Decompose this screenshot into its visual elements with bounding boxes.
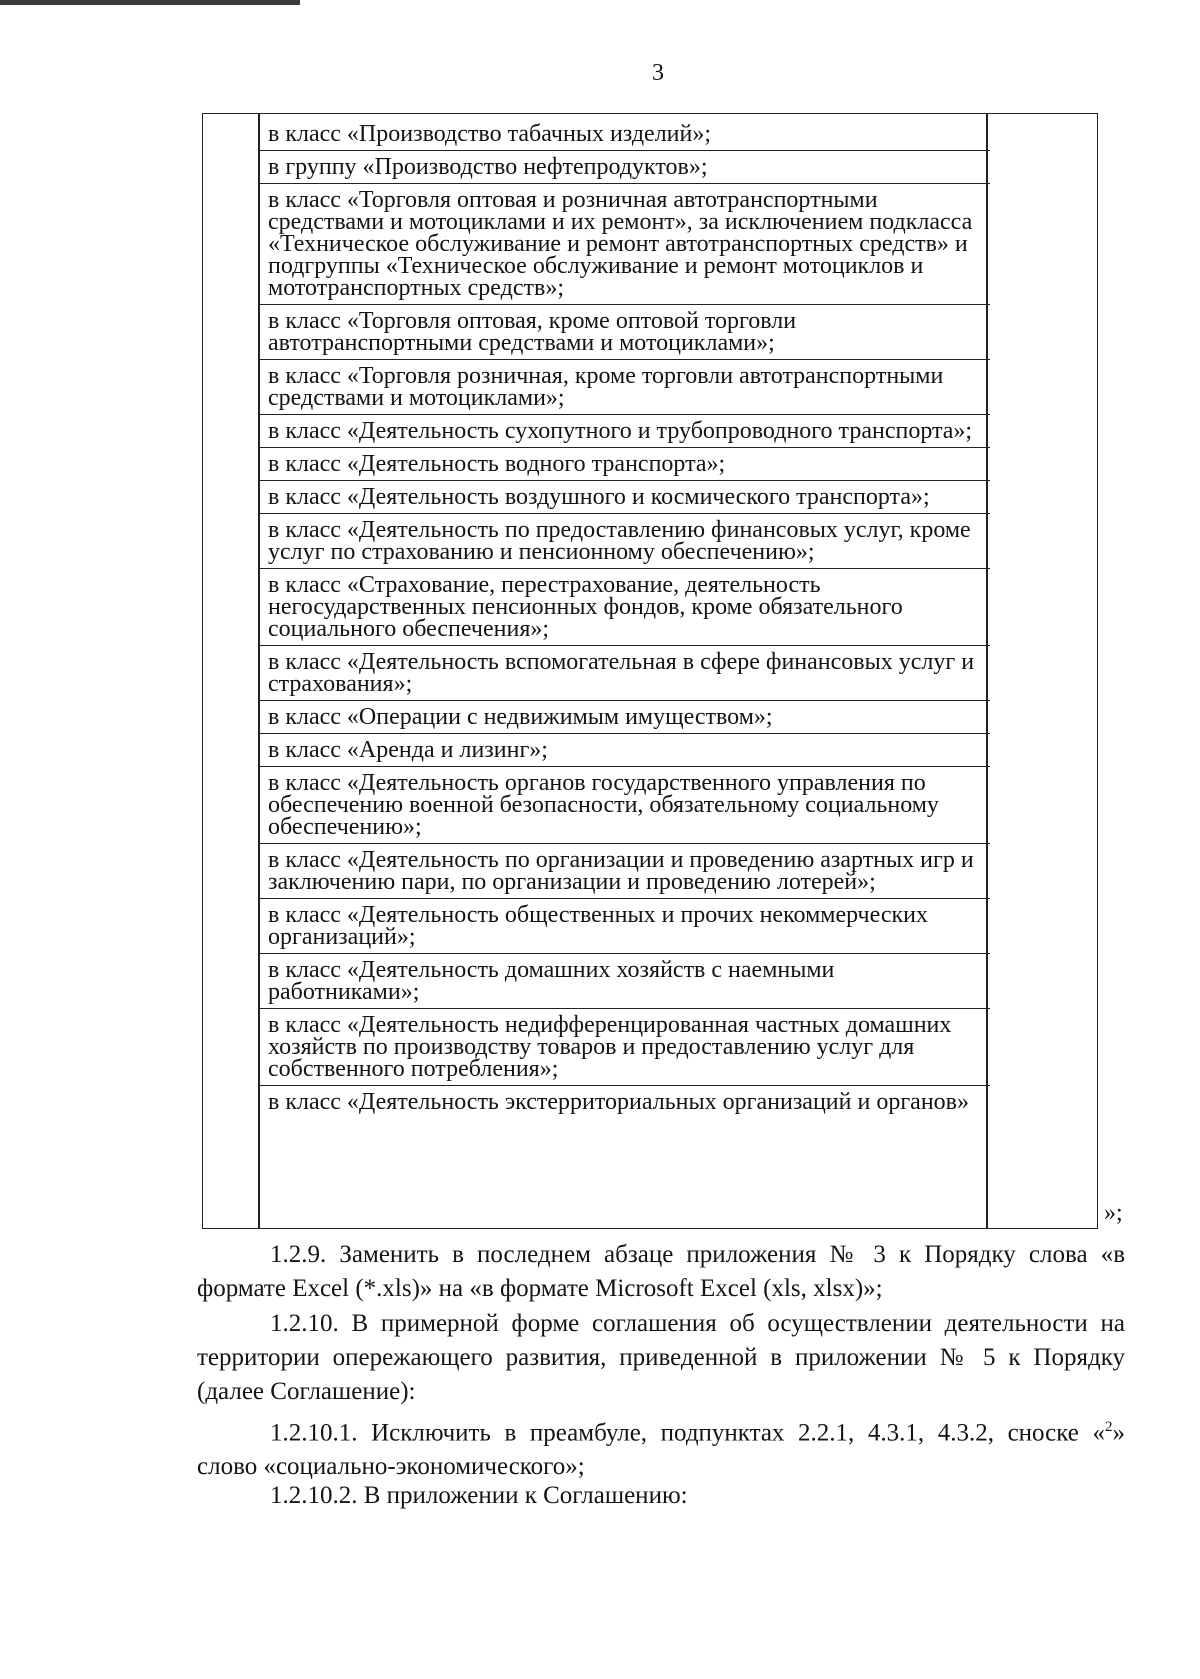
table-entry: в класс «Деятельность экстерриториальных организаций и органов» xyxy=(268,1089,970,1115)
table-entry: в класс «Деятельность водного транспорта»; xyxy=(258,448,990,481)
paragraph-text-part: 1.2.10.1. Исключить в преамбуле, подпунктах 2.2.1, 4.3.1, 4.3.2, сноске « xyxy=(270,1419,1105,1447)
table-entry: в класс «Деятельность сухопутного и трубопроводного транспорта»; xyxy=(258,415,990,448)
table-entry: в класс «Деятельность недифференцированная частных домашних хозяйств по производству товаров и предоставлению услуг для собственного потребления»; xyxy=(258,1009,990,1086)
top-edge-rule xyxy=(0,0,300,5)
table-closing-quote: »; xyxy=(1104,1200,1123,1226)
table-entry: в класс «Деятельность домашних хозяйств с наемными работниками»; xyxy=(258,954,990,1009)
table-entry: в класс «Производство табачных изделий»; xyxy=(258,118,990,151)
footnote-superscript: 2 xyxy=(1105,1419,1113,1435)
paragraph-text-part: » слово «социально-экономического»; xyxy=(197,1419,1125,1481)
table-entry: в группу «Производство нефтепродуктов»; xyxy=(258,151,990,184)
paragraph-1-2-10-2 xyxy=(197,1479,1125,1513)
paragraph-text xyxy=(197,1410,1125,1484)
paragraph-1-2-10-1 xyxy=(197,1410,1125,1484)
table-entry: в класс «Аренда и лизинг»; xyxy=(258,734,990,767)
table-entry: в класс «Операции с недвижимым имуществом»; xyxy=(258,701,990,734)
table-entry: в класс «Торговля розничная, кроме торговли автотранспортными средствами и мотоциклами»; xyxy=(258,360,990,415)
table-entry: в класс «Деятельность воздушного и космического транспорта»; xyxy=(258,481,990,514)
paragraph-text: 1.2.10. В примерной форме соглашения об осуществлении деятельности на территории опережающего развития, приведенной в приложении № 5 к Порядку (далее Соглашение): xyxy=(197,1310,1125,1405)
paragraph-1-2-10 xyxy=(197,1307,1125,1409)
table-entry: в класс «Страхование, перестрахование, деятельность негосударственных пенсионных фондов, кроме обязательного социального обеспечения»; xyxy=(258,569,990,646)
table-entry: в класс «Деятельность по предоставлению финансовых услуг, кроме услуг по страхованию и пенсионному обеспечению»; xyxy=(258,514,990,569)
table-entry: в класс «Деятельность вспомогательная в сфере финансовых услуг и страхования»; xyxy=(258,646,990,701)
table-entry: в класс «Торговля оптовая и розничная автотранспортными средствами и мотоциклами и их ремонт», за исключением подкласса «Техническое обслуживание и ремонт автотранспортных средств» и подгруппы «Техническое обслуживание и ремонт мотоциклов и мототранспортных средств»; xyxy=(258,184,990,305)
table-entry: в класс «Деятельность органов государственного управления по обеспечению военной безопасности, обязательному социальному обеспечению»; xyxy=(258,767,990,844)
paragraph-text: 1.2.9. Заменить в последнем абзаце приложения № 3 к Порядку слова «в формате Excel (*.xls)» на «в формате Microsoft Excel (xls, xlsx)»; xyxy=(197,1241,1125,1302)
table-entry: в класс «Деятельность по организации и проведению азартных игр и заключению пари, по организации и проведению лотерей»; xyxy=(258,844,990,899)
table-text-column xyxy=(268,118,978,1118)
table-entry: в класс «Деятельность общественных и прочих некоммерческих организаций»; xyxy=(258,899,990,954)
table-entry: в класс «Торговля оптовая, кроме оптовой торговли автотранспортными средствами и мотоциклами»; xyxy=(258,305,990,360)
page-number: 3 xyxy=(652,60,664,86)
paragraph-1-2-9 xyxy=(197,1238,1125,1306)
paragraph-text: 1.2.10.2. В приложении к Соглашению: xyxy=(270,1482,688,1509)
